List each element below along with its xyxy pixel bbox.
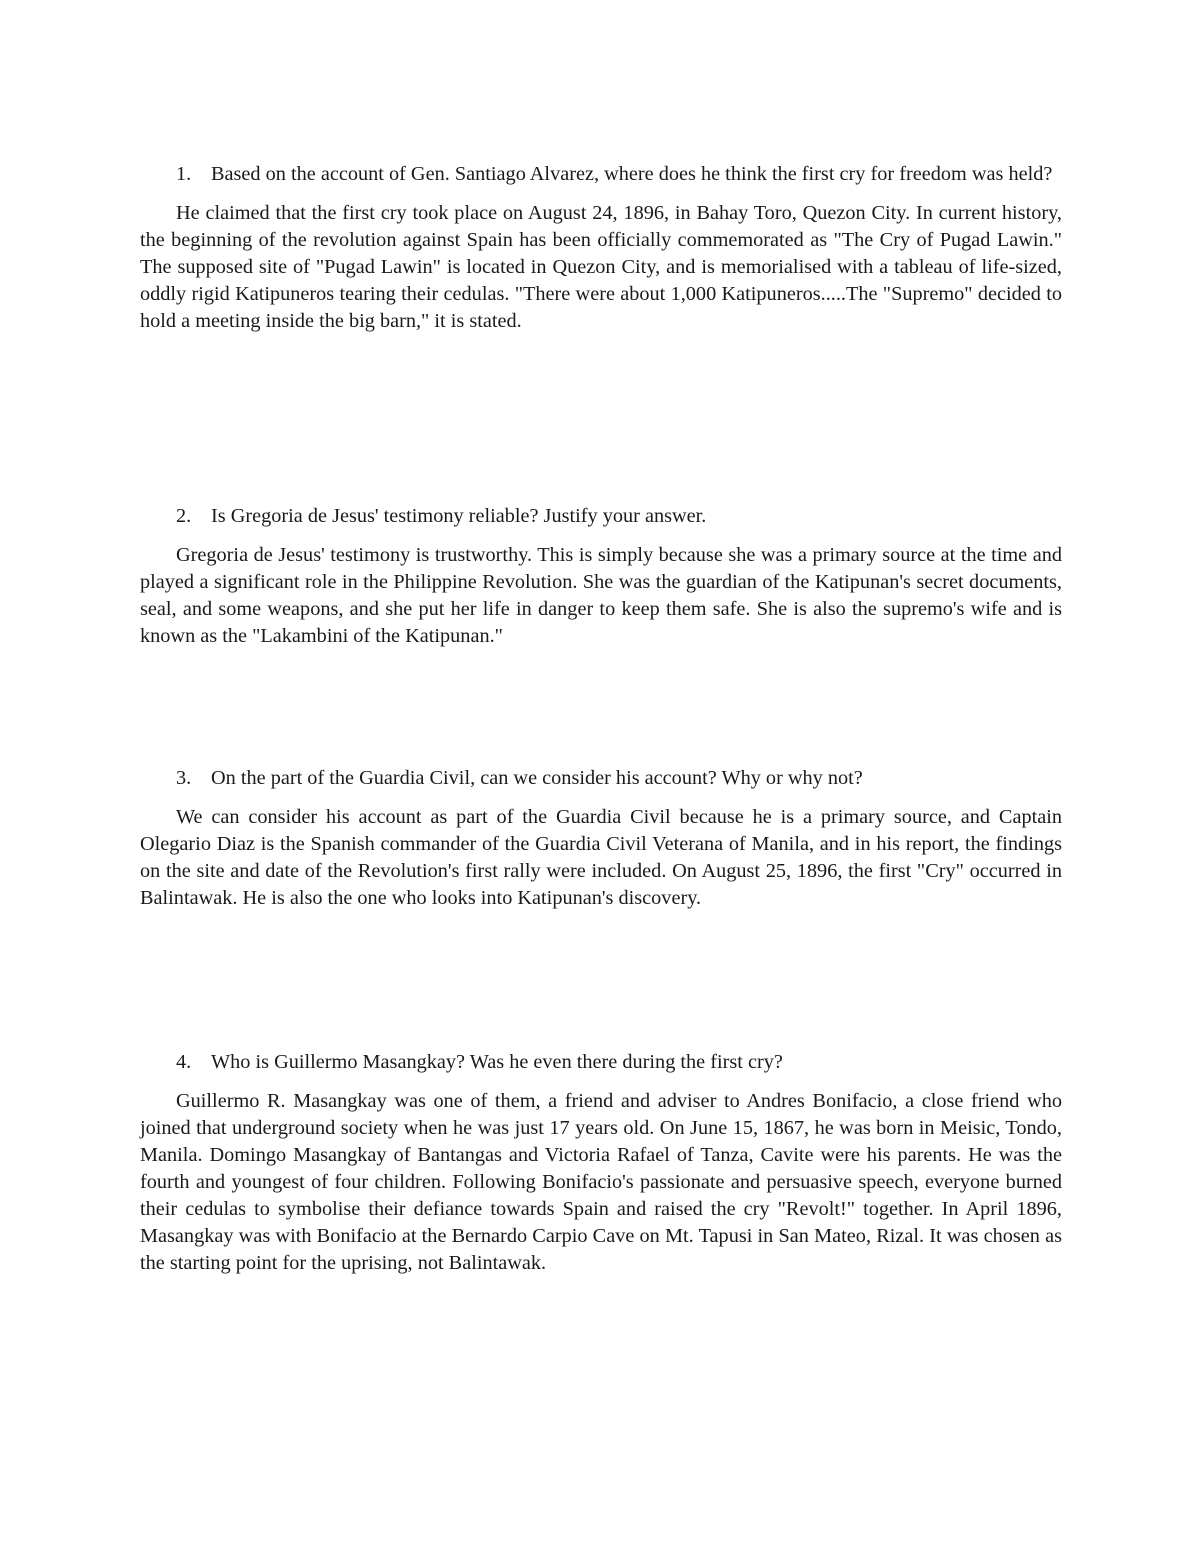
question-block-3	[140, 765, 1062, 912]
question-block-1	[140, 161, 1062, 335]
question-4	[140, 1049, 1062, 1076]
answer-4: Guillermo R. Masangkay was one of them, a friend and adviser to Andres Bonifacio, a close friend who joined that underground society when he was just 17 years old. On June 15, 1867, he was born in Meisic, Tondo, Manila. Domingo Masangkay of Bantangas and Victoria Rafael of Tanza, Cavite were his parents. He was the fourth and youngest of four children. Following Bonifacio's passionate and persuasive speech, everyone burned their cedulas to symbolise their defiance towards Spain and raised the cry "Revolt!" together. In April 1896, Masangkay was with Bonifacio at the Bernardo Carpio Cave on Mt. Tapusi in San Mateo, Rizal. It was chosen as the starting point for the uprising, not Balintawak.	[140, 1090, 1062, 1274]
question-block-2	[140, 503, 1062, 650]
answer-1: He claimed that the first cry took place on August 24, 1896, in Bahay Toro, Quezon City. In current history, the beginning of the revolution against Spain has been officially commemorated as "The Cry of Pugad Lawin." The supposed site of "Pugad Lawin" is located in Quezon City, and is memorialised with a tableau of life-sized, oddly rigid Katipuneros tearing their cedulas. "There were about 1,000 Katipuneros.....The "Supremo" decided to hold a meeting inside the big barn," it is stated.	[140, 202, 1062, 332]
question-2	[140, 503, 1062, 530]
question-number-1: 1.	[176, 163, 192, 185]
question-block-4	[140, 1049, 1062, 1277]
question-number-3: 3.	[176, 767, 192, 789]
question-number-2: 2.	[176, 505, 192, 527]
question-text-2: Is Gregoria de Jesus' testimony reliable? Justify your answer.	[211, 505, 707, 527]
question-text-3: On the part of the Guardia Civil, can we consider his account? Why or why not?	[211, 767, 863, 789]
question-text-1: Based on the account of Gen. Santiago Alvarez, where does he think the first cry for freedom was held?	[211, 163, 1053, 185]
question-number-4: 4.	[176, 1051, 192, 1073]
question-3	[140, 765, 1062, 792]
question-text-4: Who is Guillermo Masangkay? Was he even there during the first cry?	[211, 1051, 783, 1073]
answer-3: We can consider his account as part of the Guardia Civil because he is a primary source, and Captain Olegario Diaz is the Spanish commander of the Guardia Civil Veterana of Manila, and in his report, the findings on the site and date of the Revolution's first rally were included. On August 25, 1896, the first "Cry" occurred in Balintawak. He is also the one who looks into Katipunan's discovery.	[140, 806, 1062, 909]
question-1	[140, 161, 1062, 188]
answer-2: Gregoria de Jesus' testimony is trustworthy. This is simply because she was a primary source at the time and played a significant role in the Philippine Revolution. She was the guardian of the Katipunan's secret documents, seal, and some weapons, and she put her life in danger to keep them safe. She is also the supremo's wife and is known as the "Lakambini of the Katipunan."	[140, 544, 1062, 647]
